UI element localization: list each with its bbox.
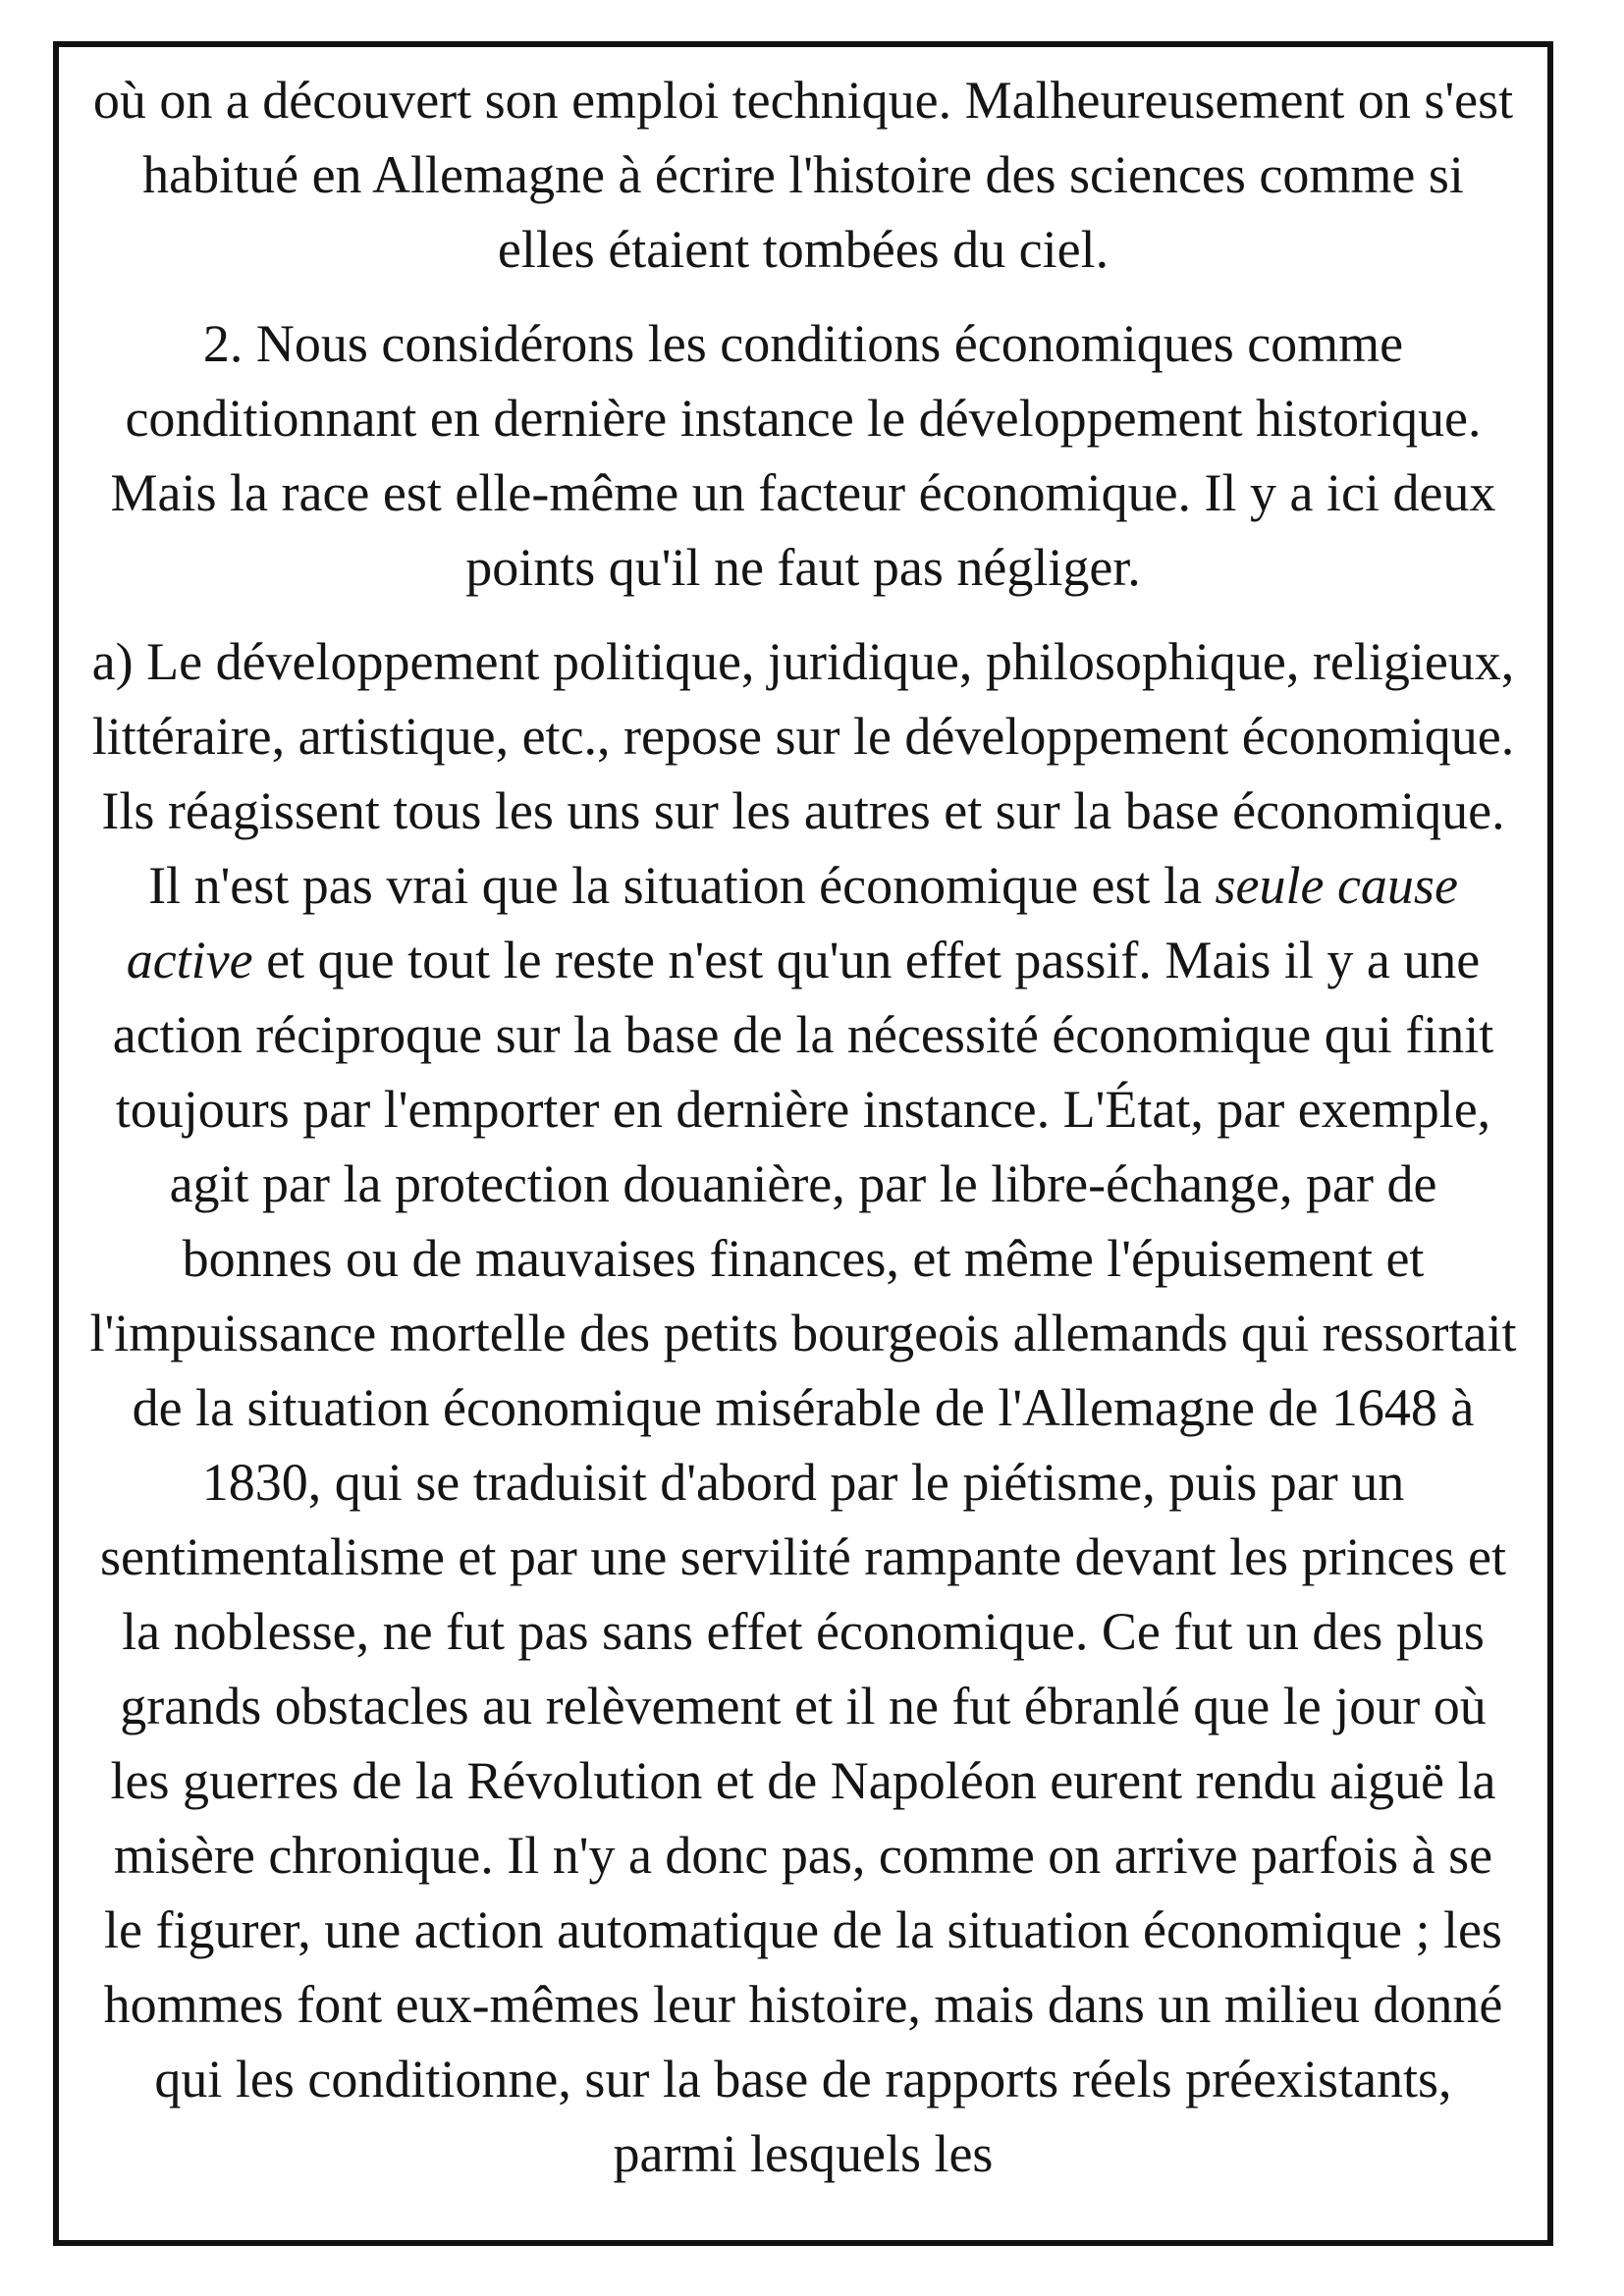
paragraph-2-text: 2. Nous considérons les conditions économiques comme conditionnant en dernière instance le développement historique. Mais la race est elle-même un facteur économique. Il y a ici deux points qu'il ne faut pas négliger. [110, 314, 1496, 597]
paragraph-1 [88, 63, 1518, 287]
page-frame [53, 41, 1553, 2246]
paragraph-3-text-after: et que tout le reste n'est qu'un effet passif. Mais il y a une action réciproque sur la base de la nécessité économique qui finit toujours par l'emporter en dernière instance. L'État, par exemple, agit par la protection douanière, par le libre-échange, par de bonnes ou de mauvaises finances, et même l'épuisement et l'impuissance mortelle des petits bourgeois allemands qui ressortait de la situation économique misérable de l'Allemagne de 1648 à 1830, qui se traduisit d'abord par le piétisme, puis par un sentimentalisme et par une servilité rampante devant les princes et la noblesse, ne fut pas sans effet économique. Ce fut un des plus grands obstacles au relèvement et il ne fut ébranlé que le jour où les guerres de la Révolution et de Napoléon eurent rendu aiguë la misère chronique. Il n'y a donc pas, comme on arrive parfois à se le figurer, une action automatique de la situation économique ; les hommes font eux-mêmes leur histoire, mais dans un milieu donné qui les conditionne, sur la base de rapports réels préexistants, parmi lesquels les [89, 931, 1517, 2183]
paragraph-2 [88, 306, 1518, 605]
paragraph-3 [88, 624, 1518, 2191]
paragraph-3-emphasis: seule cause active [126, 856, 1458, 989]
paragraph-1-text: où on a découvert son emploi technique. Malheureusement on s'est habitué en Allemagne à écrire l'histoire des sciences comme si elles étaient tombées du ciel. [92, 71, 1514, 279]
paragraph-3-text-before: a) Le développement politique, juridique, philosophique, religieux, littéraire, artistique, etc., repose sur le développement économique. Ils réagissent tous les uns sur les autres et sur la base économique. Il n'est pas vrai que la situation économique est la [91, 632, 1515, 915]
